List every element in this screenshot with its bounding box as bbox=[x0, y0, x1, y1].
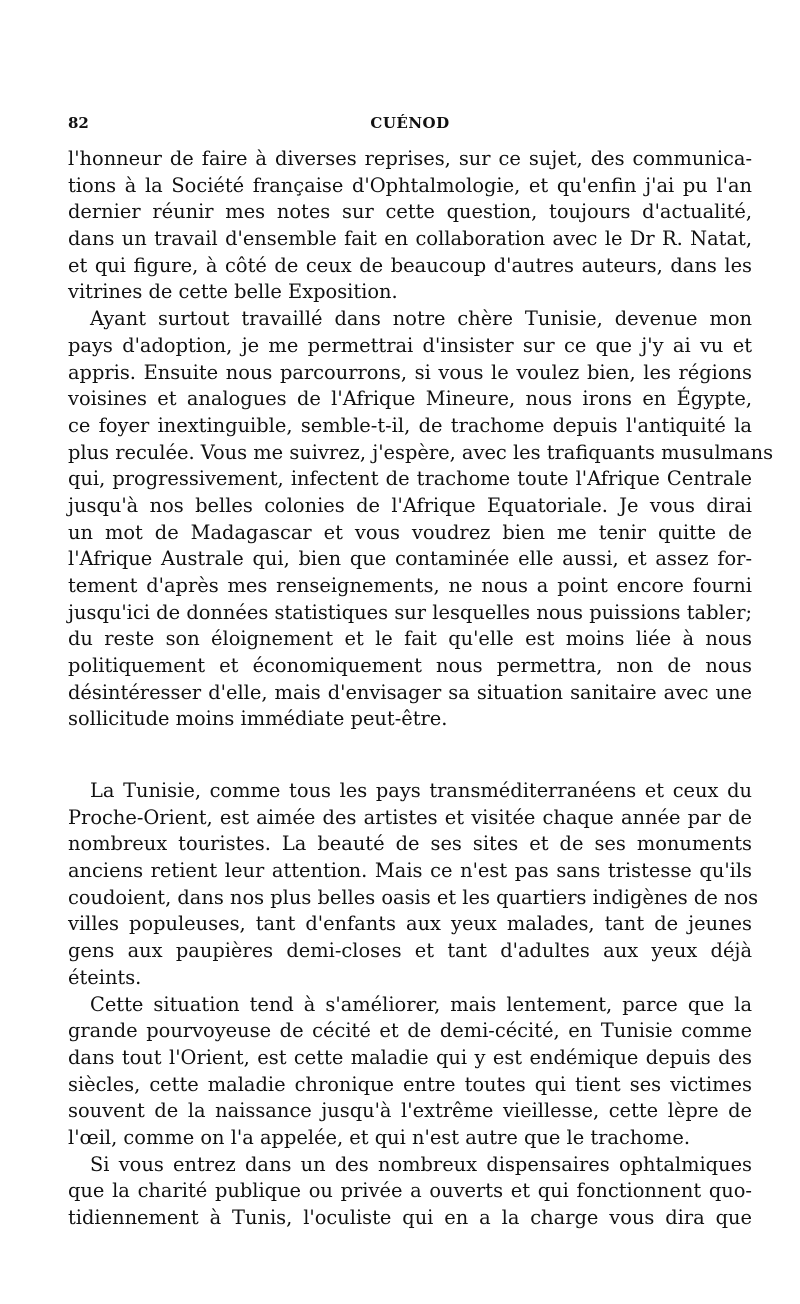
text-line: que la charité publique ou privée a ouverts et qui fonctionnent quo- bbox=[68, 1179, 752, 1203]
text-line: Ayant surtout travaillé dans notre chère Tunisie, devenue mon bbox=[90, 307, 752, 331]
text-line: Si vous entrez dans un des nombreux dispensaires ophtalmiques bbox=[90, 1152, 752, 1176]
text-line: désintéresser d'elle, mais d'envisager sa situation sanitaire avec une bbox=[68, 680, 752, 704]
running-title: CUÉNOD bbox=[370, 114, 450, 132]
text-line: anciens retient leur attention. Mais ce n'est pas sans tristesse qu'ils bbox=[68, 859, 752, 883]
text-line: éteints. bbox=[68, 965, 142, 989]
page-number: 82 bbox=[68, 114, 89, 132]
text-line: du reste son éloignement et le fait qu'elle est moins liée à nous bbox=[68, 627, 752, 651]
text-line: plus reculée. Vous me suivrez, j'espère, avec les trafiquants musulmans bbox=[68, 440, 774, 464]
text-line: coudoient, dans nos plus belles oasis et les quartiers indigènes de nos bbox=[68, 885, 759, 909]
text-line: nombreux touristes. La beauté de ses sites et de ses monuments bbox=[68, 832, 752, 856]
text-line: dans un travail d'ensemble fait en collaboration avec le Dr R. Natat, bbox=[68, 227, 752, 251]
text-line: un mot de Madagascar et vous voudrez bien me tenir quitte de bbox=[68, 520, 752, 544]
text-line: l'œil, comme on l'a appelée, et qui n'est autre que le trachome. bbox=[68, 1125, 691, 1149]
text-line: siècles, cette maladie chronique entre toutes qui tient ses victimes bbox=[68, 1072, 752, 1096]
text-line: La Tunisie, comme tous les pays transméditerranéens et ceux du bbox=[90, 779, 752, 802]
text-line: souvent de la naissance jusqu'à l'extrême vieillesse, cette lèpre de bbox=[68, 1099, 752, 1123]
text-line: Proche-Orient, est aimée des artistes et visitée chaque année par de bbox=[68, 805, 752, 829]
text-line: appris. Ensuite nous parcourrons, si vous le voulez bien, les régions bbox=[68, 360, 752, 384]
text-line: tidiennement à Tunis, l'oculiste qui en a la charge vous dira que bbox=[68, 1206, 752, 1229]
text-line: ce foyer inextinguible, semble-t-il, de trachome depuis l'antiquité la bbox=[68, 413, 752, 437]
text-line: voisines et analogues de l'Afrique Mineure, nous irons en Égypte, bbox=[68, 387, 752, 411]
text-line: Cette situation tend à s'améliorer, mais lentement, parce que la bbox=[90, 992, 752, 1016]
text-line: et qui figure, à côté de ceux de beaucoup d'autres auteurs, dans les bbox=[68, 253, 752, 277]
text-line: tement d'après mes renseignements, ne nous a point encore fourni bbox=[68, 574, 752, 597]
text-line: dans tout l'Orient, est cette maladie qui y est endémique depuis des bbox=[68, 1045, 752, 1069]
text-line: vitrines de cette belle Exposition. bbox=[68, 280, 398, 304]
text-line: jusqu'à nos belles colonies de l'Afrique Equatoriale. Je vous dirai bbox=[68, 493, 752, 517]
text-line: gens aux paupières demi-closes et tant d'adultes aux yeux déjà bbox=[68, 939, 752, 963]
text-line: qui, progressivement, infectent de trachome toute l'Afrique Centrale bbox=[68, 467, 752, 491]
text-line: l'Afrique Australe qui, bien que contaminée elle aussi, et assez for- bbox=[68, 547, 752, 571]
text-line: jusqu'ici de données statistiques sur lesquelles nous puissions tabler; bbox=[68, 600, 752, 624]
text-line: pays d'adoption, je me permettrai d'insister sur ce que j'y ai vu et bbox=[68, 333, 752, 357]
text-line: l'honneur de faire à diverses reprises, sur ce sujet, des communica- bbox=[68, 147, 752, 170]
text-line: politiquement et économiquement nous permettra, non de nous bbox=[68, 654, 752, 678]
text-line: villes populeuses, tant d'enfants aux yeux malades, tant de jeunes bbox=[68, 912, 752, 936]
text-line: dernier réunir mes notes sur cette question, toujours d'actualité, bbox=[68, 200, 752, 224]
text-block-intro bbox=[68, 146, 774, 733]
text-block-tunisia bbox=[68, 778, 759, 1232]
text-line: tions à la Société française d'Ophtalmologie, et qu'enfin j'ai pu l'an bbox=[68, 173, 752, 197]
text-line: grande pourvoyeuse de cécité et de demi-cécité, en Tunisie comme bbox=[68, 1019, 752, 1043]
text-line: sollicitude moins immédiate peut-être. bbox=[68, 707, 448, 731]
running-header bbox=[68, 114, 752, 136]
